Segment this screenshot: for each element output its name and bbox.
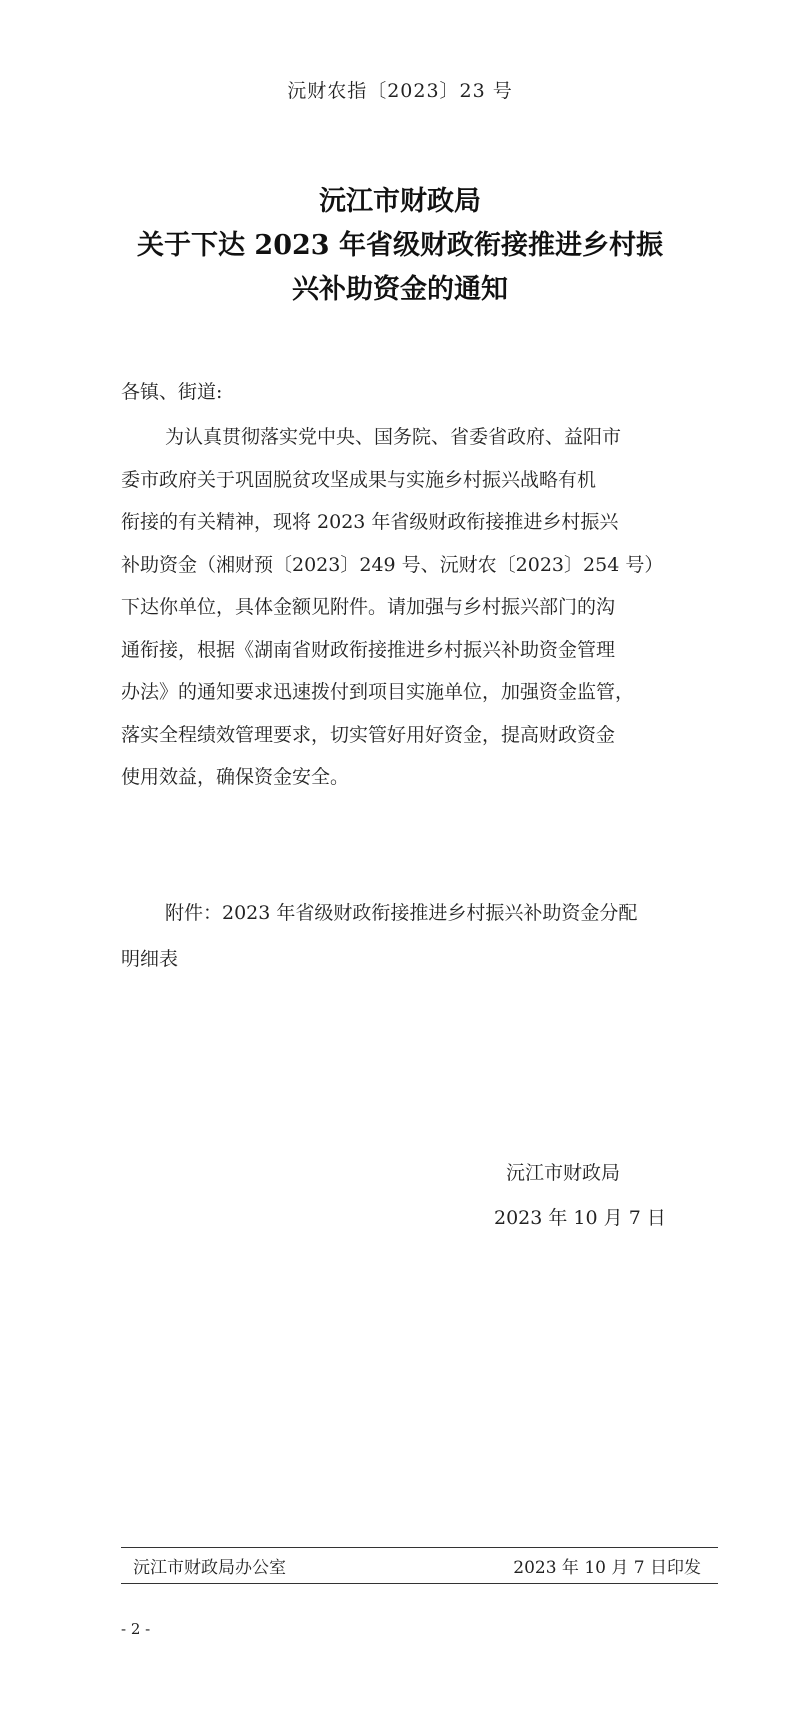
body-line: 为认真贯彻落实党中央、国务院、省委省政府、益阳市: [165, 426, 622, 448]
attachment-line-1: 附件：2023 年省级财政衔接推进乡村振兴补助资金分配: [165, 902, 638, 924]
title-line-2: 关于下达 2023 年省级财政衔接推进乡村振: [137, 230, 663, 261]
signature-date: 2023 年 10 月 7 日: [494, 1207, 666, 1229]
body-line: 补助资金（湘财预〔2023〕249 号、沅财农〔2023〕254 号）: [121, 553, 664, 576]
footer-office: 沅江市财政局办公室: [133, 1558, 286, 1578]
body-line: 通衔接，根据《湖南省财政衔接推进乡村振兴补助资金管理: [121, 638, 616, 661]
body-line: 委市政府关于巩固脱贫攻坚成果与实施乡村振兴战略有机: [121, 468, 597, 491]
footer-print-date: 2023 年 10 月 7 日印发: [513, 1558, 701, 1578]
title-line-1: 沅江市财政局: [319, 186, 481, 217]
body-line: 办法》的通知要求迅速拨付到项目实施单位，加强资金监管，: [121, 681, 635, 703]
body-line: 使用效益，确保资金安全。: [121, 766, 350, 788]
salutation: 各镇、街道:: [121, 381, 223, 403]
attachment-note: [121, 890, 684, 982]
footer-divider-bottom: [121, 1583, 718, 1584]
body-line: 衔接的有关精神，现将 2023 年省级财政衔接推进乡村振兴: [121, 511, 619, 533]
attachment-line-2: 明细表: [121, 948, 179, 970]
footer-divider-top: [121, 1547, 718, 1548]
document-number: 沅财农指〔2023〕23 号: [287, 80, 513, 102]
body-line: 落实全程绩效管理要求，切实管好用好资金，提高财政资金: [121, 723, 616, 746]
body-paragraph: [121, 416, 684, 799]
signature-org: 沅江市财政局: [506, 1162, 621, 1184]
body-line: 下达你单位，具体金额见附件。请加强与乡村振兴部门的沟: [121, 596, 616, 618]
document-title: [120, 180, 680, 312]
title-line-3: 兴补助资金的通知: [292, 274, 508, 305]
page-number: - 2 -: [121, 1620, 151, 1638]
